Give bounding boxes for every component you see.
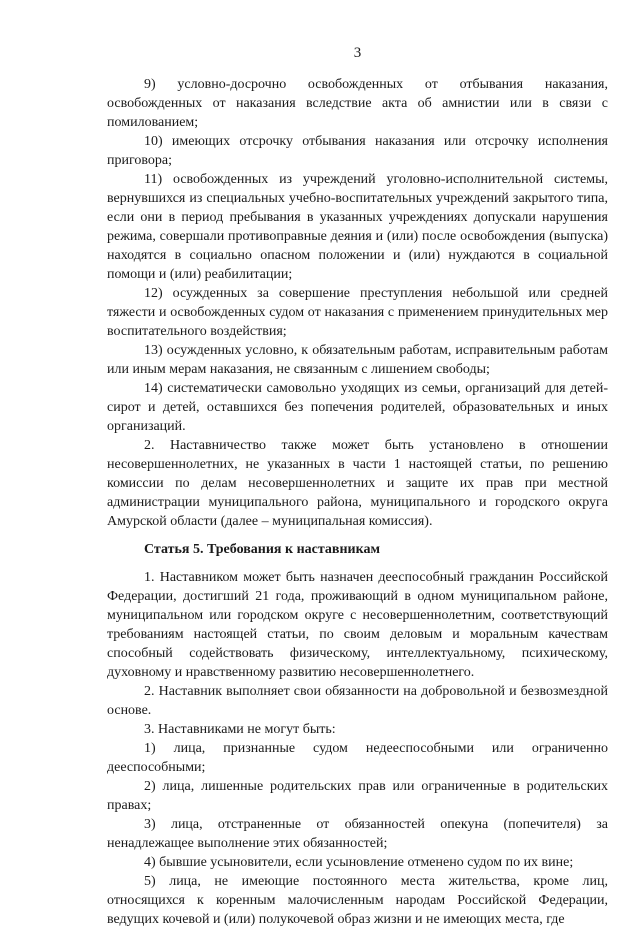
paragraph-restriction-1: 1) лица, признанные судом недееспособными или ограниченно дееспособными; [107, 741, 608, 775]
paragraph-mentor-voluntary: 2. Наставник выполняет свои обязанности на добровольной и безвозмездной основе. [107, 684, 608, 718]
paragraph-item-10: 10) имеющих отсрочку отбывания наказания или отсрочку исполнения приговора; [107, 134, 608, 168]
paragraph-item-9: 9) условно-досрочно освобожденных от отбывания наказания, освобожденных от наказания вследствие акта об амнистии или в связи с помилованием; [107, 77, 608, 130]
paragraph-item-13: 13) осужденных условно, к обязательным работам, исправительным работам или иным мерам наказания, не связанным с лишением свободы; [107, 343, 608, 377]
article-heading: Статья 5. Требования к наставникам [144, 542, 380, 557]
paragraph-restriction-5: 5) лица, не имеющие постоянного места жительства, кроме лиц, относящихся к коренным малочисленным народам Российской Федерации, ведущих кочевой и (или) полукочевой образ жизни и не имеющих места, где [107, 874, 608, 927]
paragraph-mentor-definition: 1. Наставником может быть назначен дееспособный гражданин Российской Федерации, достигший 21 года, проживающий в одном муниципальном районе, муниципальном или городском округе с несовершеннолетним, соответствующий требованиям настоящей статьи, по своим деловым и моральным качествам способный содействовать физическому, интеллектуальному, психическому, духовному и нравственному развитию несовершеннолетнего. [107, 570, 608, 680]
paragraph-restriction-3: 3) лица, отстраненные от обязанностей опекуна (попечителя) за ненадлежащее выполнение этих обязанностей; [107, 817, 608, 851]
paragraph-restrictions-intro: 3. Наставниками не могут быть: [144, 722, 336, 737]
paragraph-item-12: 12) осужденных за совершение преступления небольшой или средней тяжести и освобожденных судом от наказания с применением принудительных мер воспитательного воздействия; [107, 286, 608, 339]
paragraph-part-2: 2. Наставничество также может быть установлено в отношении несовершеннолетних, не указанных в части 1 настоящей статьи, по решению комиссии по делам несовершеннолетних и защите их прав при местной администрации муниципального района, муниципального и городского округа Амурской области (далее – муниципальная комиссия). [107, 438, 608, 529]
paragraph-restriction-4: 4) бывшие усыновители, если усыновление отменено судом по их вине; [144, 855, 574, 870]
page-number: 3 [353, 45, 362, 61]
paragraph-item-14: 14) систематически самовольно уходящих из семьи, организаций для детей-сирот и детей, оставшихся без попечения родителей, образовательных и иных организаций. [107, 381, 608, 434]
paragraph-restriction-2: 2) лица, лишенные родительских прав или ограниченные в родительских правах; [107, 779, 608, 813]
paragraph-item-11: 11) освобожденных из учреждений уголовно-исполнительной системы, вернувшихся из специальных учебно-воспитательных учреждений закрытого типа, если они в период пребывания в указанных учреждениях допускали нарушения режима, совершали противоправные деяния и (или) после освобождения (выпуска) находятся в социально опасном положении и (или) нуждаются в социальной помощи и (или) реабилитации; [107, 172, 608, 282]
